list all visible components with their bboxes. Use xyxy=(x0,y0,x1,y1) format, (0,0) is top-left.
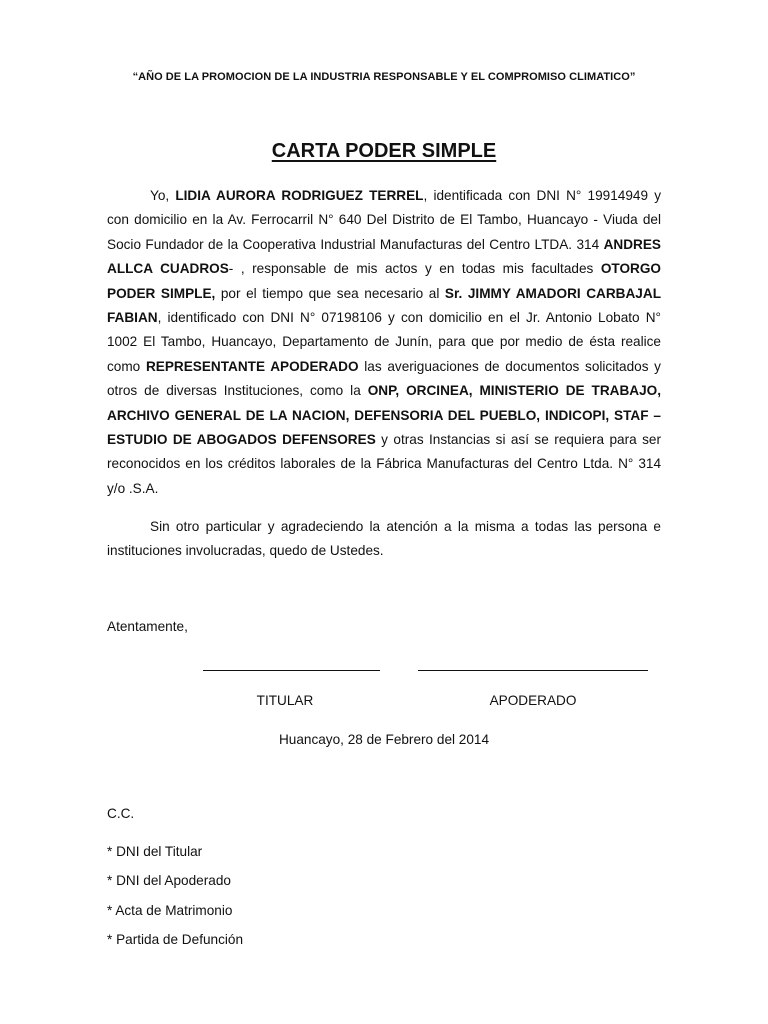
cc-list-item: * DNI del Apoderado xyxy=(107,873,231,889)
text-segment: y otras Instancias si así se requiera para ser reconocidos en los créditos laborales de la Fábrica Manufacturas del Centro Ltda. N° 314 y/o .S.A. xyxy=(107,432,661,496)
grant-statement: OTORGO PODER SIMPLE, xyxy=(107,261,661,301)
institutions-list: ONP, ORCINEA, MINISTERIO DE TRABAJO, ARCHIVO GENERAL DE LA NACION, DEFENSORIA DEL PUEBLO, INDICOPI, STAF – ESTUDIO DE ABOGADOS DEFENSORES xyxy=(107,383,662,448)
cc-list xyxy=(107,843,243,960)
text-segment: , identificado con DNI N° 07198106 y con domicilio en el Jr. Antonio Lobato N° 1002 El Tambo, Huancayo, Departamento de Junín, para que por medio de ésta realice como xyxy=(107,310,661,374)
cc-label: C.C. xyxy=(107,806,135,821)
main-paragraph xyxy=(107,184,661,501)
text-segment: Yo, xyxy=(150,188,176,203)
founder-name: ANDRES ALLCA CUADROS xyxy=(107,236,661,277)
year-motto-header: “AÑO DE LA PROMOCION DE LA INDUSTRIA RESPONSABLE Y EL COMPROMISO CLIMATICO” xyxy=(132,71,636,83)
attorney-name: Sr. JIMMY AMADORI CARBAJAL FABIAN xyxy=(107,285,661,326)
representative-role: REPRESENTANTE APODERADO xyxy=(145,358,359,374)
closing-paragraph-text: Sin otro particular y agradeciendo la atención a la misma a todas las persona e instituciones involucradas, quedo de Ustedes. xyxy=(107,519,661,559)
document-title: CARTA PODER SIMPLE xyxy=(271,140,497,162)
signature-label-titular: TITULAR xyxy=(256,693,314,708)
closing-salutation: Atentamente, xyxy=(107,619,188,634)
cc-list-item: * Acta de Matrimonio xyxy=(107,902,233,918)
cc-list-item: * Partida de Defunción xyxy=(107,931,244,947)
cc-list-item: * DNI del Titular xyxy=(107,844,203,859)
place-and-date: Huancayo, 28 de Febrero del 2014 xyxy=(278,732,490,747)
signature-line-apoderado xyxy=(418,670,648,671)
signature-label-apoderado: APODERADO xyxy=(489,693,577,708)
text-segment: por el tiempo que sea necesario al xyxy=(215,285,445,301)
text-segment: - , responsable de mis actos y en todas mis facultades xyxy=(228,261,601,277)
text-segment: , identificada con DNI N° 19914949 y con domicilio en la Av. Ferrocarril N° 640 Del Distrito de El Tambo, Huancayo - Viuda del Socio Fundador de la Cooperativa Industrial Manufacturas del Centro LTDA. 314 xyxy=(107,188,662,252)
text-segment: las averiguaciones de documentos solicitados y otros de diversas Instituciones, como la xyxy=(107,358,661,399)
closing-paragraph xyxy=(107,515,661,564)
grantor-name: LIDIA AURORA RODRIGUEZ TERREL xyxy=(175,188,424,203)
signature-line-titular xyxy=(203,670,380,671)
